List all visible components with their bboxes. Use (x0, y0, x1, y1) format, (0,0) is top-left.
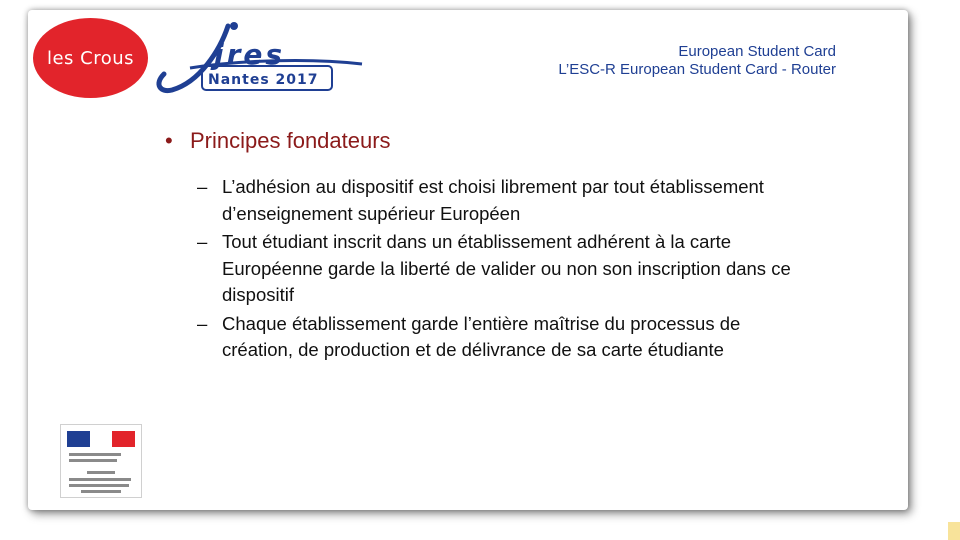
header-title-line2: L’ESC-R European Student Card - Router (558, 61, 836, 78)
dash-icon: – (197, 231, 208, 252)
sub-bullet-text: Chaque établissement garde l’entière maîtrise du processus de création, de production et de délivrance de sa carte étudiante (222, 312, 741, 360)
corner-mark (948, 522, 960, 540)
crous-logo-text: les Crous (46, 47, 135, 69)
french-flag-icon (67, 431, 135, 447)
ministry-text-line (69, 453, 121, 456)
jres-logo-text: jres (214, 38, 286, 71)
slide-header (558, 43, 836, 79)
ministry-text-line (81, 490, 121, 493)
ministry-logo (60, 424, 142, 498)
ministry-text-line (87, 471, 115, 474)
crous-logo (33, 18, 148, 98)
main-bullet-text: Principes fondateurs (190, 128, 391, 153)
ministry-text-line (69, 478, 131, 481)
dash-icon: – (197, 176, 208, 197)
sub-bullet-text: Tout étudiant inscrit dans un établissement adhérent à la carte Européenne garde la liberté de valider ou non son inscription dans ce dispositif (222, 231, 791, 305)
jres-logo (150, 20, 370, 98)
bullet-icon: • (165, 128, 173, 153)
sub-bullet-text: L’adhésion au dispositif est choisi librement par tout établissement d’enseignement supérieur Européen (222, 176, 764, 224)
slide-content (165, 128, 805, 366)
sub-bullet-item (197, 311, 805, 364)
sub-bullet-list (197, 174, 805, 364)
ministry-text-line (69, 459, 117, 462)
ministry-text-line (69, 484, 129, 487)
jres-logo-subtitle: Nantes 2017 (208, 72, 319, 88)
header-title-line1: European Student Card (678, 43, 836, 60)
sub-bullet-item (197, 229, 805, 309)
sub-bullet-item (197, 174, 805, 227)
main-bullet (165, 128, 805, 154)
dash-icon: – (197, 312, 208, 334)
